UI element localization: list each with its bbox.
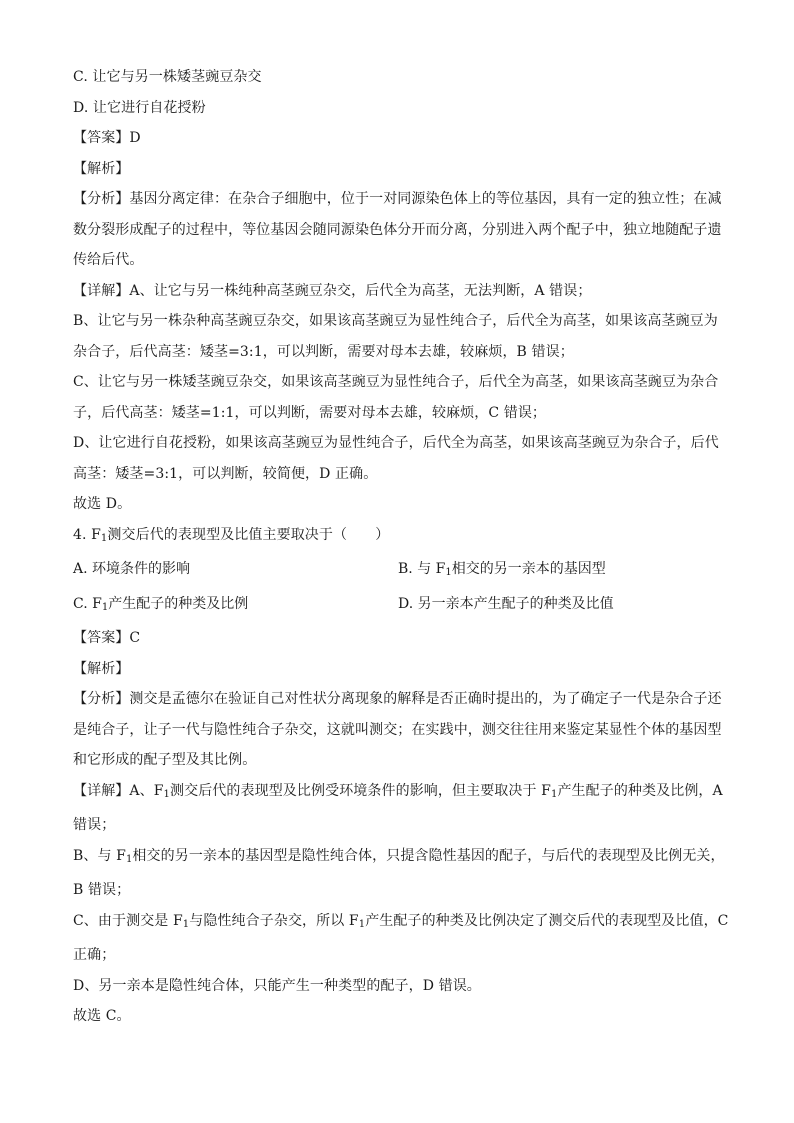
- detail1-line-2: B、让它与另一株杂种高茎豌豆杂交，如果该高茎豌豆为显性纯合子，后代全为高茎，如果该高茎豌豆为: [73, 313, 718, 329]
- option-d: D. 另一亲本产生配子的种类及比值: [398, 595, 614, 612]
- options-row-2: [73, 589, 723, 624]
- option-c-prev: C. 让它与另一株矮茎豌豆杂交: [73, 69, 262, 85]
- analysis1-line-1: 【分析】基因分离定律：在杂合子细胞中，位于一对同源染色体上的等位基因，具有一定的独立性；在减: [73, 191, 722, 207]
- option-c: C. $F_1$产生配子的种类及比例: [73, 595, 249, 613]
- final-choice-1: 故选 D。: [73, 496, 132, 512]
- final-choice-2: 故选 C。: [73, 1008, 131, 1024]
- jiexi-prev: 【解析】: [73, 160, 130, 177]
- analysis2-line-3: 和它形成的配子型及其比例。: [73, 752, 257, 768]
- option-b: B. 与 $F_1$相交的另一亲本的基因型: [398, 561, 606, 578]
- detail1-line-5: 子，后代高茎：矮茎=1:1，可以判断，需要对母本去雄，较麻烦，C 错误；: [73, 404, 547, 421]
- jiexi-4: 【解析】: [73, 660, 130, 677]
- answer-4: 【答案】C: [73, 630, 141, 646]
- question-4-stem: 4. $F_1$测交后代的表现型及比值主要取决于（ ）: [73, 526, 390, 544]
- analysis1-line-2: 数分裂形成配子的过程中，等位基因会随同源染色体分开而分离，分别进入两个配子中，独立地随配子遗: [73, 221, 722, 238]
- detail1-line-4: C、让它与另一株矮茎豌豆杂交，如果该高茎豌豆为显性纯合子，后代全为高茎，如果该高茎豌豆为杂合: [73, 374, 719, 390]
- detail1-line-3: 杂合子，后代高茎：矮茎=3:1，可以判断，需要对母本去雄，较麻烦，B 错误；: [73, 343, 574, 360]
- option-d-prev: D. 让它进行自花授粉: [73, 99, 206, 116]
- detail2-b-line-1: B、与 $F_1$相交的另一亲本的基因型是隐性纯合体，只提含隐性基因的配子，与后代的表现型及比例无关，: [73, 847, 725, 865]
- detail2-b-line-2: B 错误；: [73, 882, 131, 898]
- detail2-a-line-2: 错误；: [73, 817, 116, 833]
- detail2-c-line-2: 正确；: [73, 947, 116, 963]
- detail1-line-1: 【详解】A、让它与另一株纯种高茎豌豆杂交，后代全为高茎，无法判断，A 错误；: [73, 282, 592, 299]
- detail2-d-line: D、另一亲本是隐性纯合体，只能产生一种类型的配子，D 错误。: [73, 977, 481, 994]
- detail1-line-7: 高茎：矮茎=3:1，可以判断，较简便，D 正确。: [73, 465, 378, 482]
- detail2-c-line-1: C、由于测交是 $F_1$与隐性纯合子杂交，所以 $F_1$产生配子的种类及比例决定了测交后代的表现型及比值，C: [73, 912, 729, 930]
- document-content: [73, 62, 729, 1032]
- options-row-1: [73, 554, 723, 589]
- option-a: A. 环境条件的影响: [73, 561, 191, 577]
- detail1-line-6: D、让它进行自花授粉，如果该高茎豌豆为显性纯合子，后代全为高茎，如果该高茎豌豆为杂合子，后代: [73, 435, 719, 451]
- analysis2-line-1: 【分析】测交是孟德尔在验证自己对性状分离现象的解释是否正确时提出的，为了确定子一代是杂合子还: [73, 691, 722, 707]
- analysis1-line-3: 传给后代。: [73, 252, 144, 268]
- detail2-a-line-1: 【详解】A、$F_1$测交后代的表现型及比例受环境条件的影响，但主要取决于 $F_1$产生配子的种类及比例，A: [73, 782, 723, 800]
- analysis2-line-2: 是纯合子，让子一代与隐性纯合子杂交，这就叫测交；在实践中，测交往往用来鉴定某显性个体的基因型: [73, 721, 722, 738]
- answer-prev: 【答案】D: [73, 130, 141, 146]
